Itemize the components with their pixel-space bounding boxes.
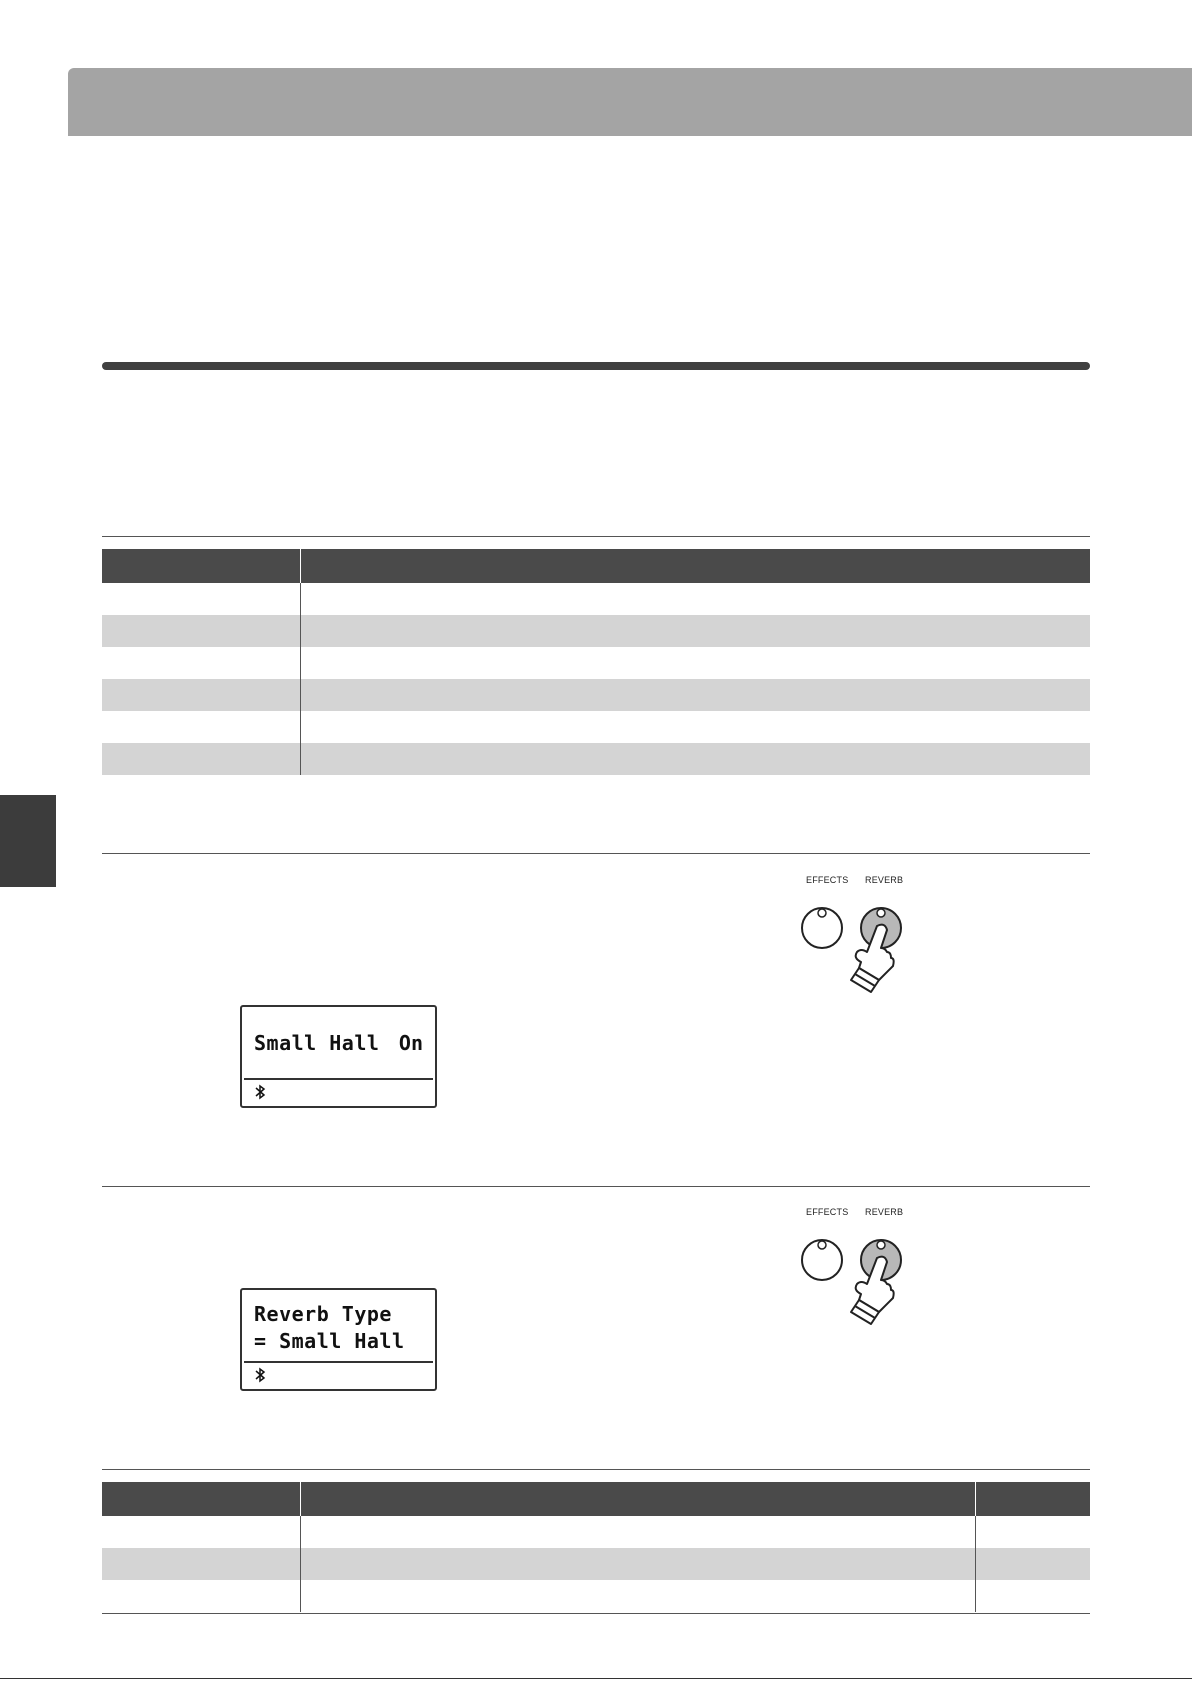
lcd-line-1: Small Hall [254, 1031, 380, 1055]
reverb-parameter-table [102, 1482, 1090, 1612]
table-row [102, 583, 1090, 615]
table-row [102, 647, 1090, 679]
reverb-type-table [102, 549, 1090, 775]
bluetooth-icon [254, 1084, 266, 1100]
table-header-row [102, 549, 1090, 583]
table-header-cell [102, 1482, 301, 1516]
effects-led-icon [818, 909, 826, 917]
page-header-band [68, 68, 1192, 136]
table-header-cell [301, 549, 1090, 583]
table-header-cell [976, 1482, 1090, 1516]
chapter-side-tab [0, 795, 56, 887]
panel-buttons-step2 [795, 1204, 905, 1324]
reverb-led-icon [877, 1241, 885, 1249]
table-top-rule [102, 536, 1090, 537]
reverb-button-label: REVERB [865, 875, 904, 885]
table-row [102, 711, 1090, 743]
effects-button-label: EFFECTS [806, 1207, 849, 1217]
table-row [102, 1516, 1090, 1548]
table-header-cell [301, 1482, 976, 1516]
button-illustration [795, 1218, 905, 1328]
table-header-row [102, 1482, 1090, 1516]
bluetooth-icon [254, 1367, 266, 1383]
table2-bottom-rule [102, 1613, 1090, 1614]
step1-rule [102, 853, 1090, 854]
table-row [102, 1548, 1090, 1580]
lcd-line-2: = Small Hall [254, 1329, 405, 1353]
lcd-line-1: Reverb Type [254, 1302, 392, 1326]
lcd-display-step2 [240, 1288, 437, 1391]
table-row [102, 615, 1090, 647]
effects-button-label: EFFECTS [806, 875, 849, 885]
effects-led-icon [818, 1241, 826, 1249]
table-row [102, 743, 1090, 775]
lcd-value: On [398, 1031, 423, 1055]
lcd-status-bar [244, 1078, 433, 1106]
table2-top-rule [102, 1469, 1090, 1470]
lcd-display-step1 [240, 1005, 437, 1108]
table-header-cell [102, 549, 301, 583]
reverb-button-label: REVERB [865, 1207, 904, 1217]
button-illustration [795, 886, 905, 996]
panel-buttons-step1 [795, 872, 905, 992]
table-row [102, 679, 1090, 711]
step2-rule [102, 1186, 1090, 1187]
section-divider [102, 362, 1090, 370]
lcd-status-bar [244, 1361, 433, 1389]
table-row [102, 1580, 1090, 1612]
page-footer-rule [0, 1678, 1192, 1679]
reverb-led-icon [877, 909, 885, 917]
